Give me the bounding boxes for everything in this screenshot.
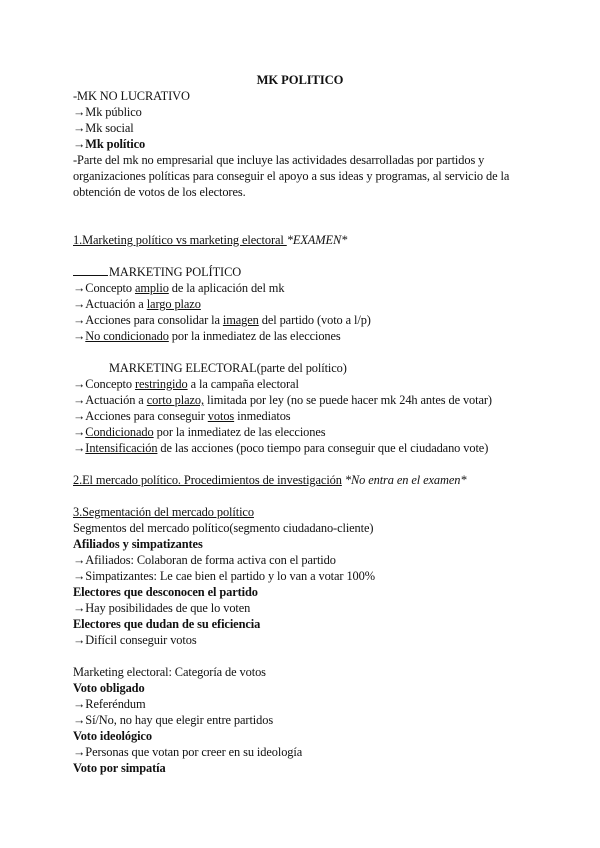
segment-heading: Electores que desconocen el partido xyxy=(73,585,258,599)
list-item: →Condicionado por la inmediatez de las elecciones xyxy=(73,425,326,439)
list-item: →Intensificación de las acciones (poco tiempo para conseguir que el ciudadano vote) xyxy=(73,441,489,455)
section1-heading xyxy=(73,232,347,248)
section1-title: 1.Marketing político vs marketing electoral xyxy=(73,233,287,247)
politico-label: MARKETING POLÍTICO xyxy=(109,265,242,279)
list-item: →Acciones para conseguir votos inmediatos xyxy=(73,409,291,423)
list-item: →Simpatizantes: Le cae bien el partido y lo van a votar 100% xyxy=(73,569,375,583)
intro-item: →Mk social xyxy=(73,121,134,135)
list-item: →Afiliados: Colaboran de forma activa con el partido xyxy=(73,553,336,567)
intro-item: →Mk público xyxy=(73,105,142,119)
segment-heading: Afiliados y simpatizantes xyxy=(73,537,203,551)
intro-definition: -Parte del mk no empresarial que incluye las actividades desarrolladas por partidos y organizaciones políticas para conseguir el apoyo a sus ideas y programas, al servicio de la obtención de votos de los electores. xyxy=(73,153,510,199)
electoral-label: MARKETING ELECTORAL(parte del político) xyxy=(109,361,347,375)
list-item: →No condicionado por la inmediatez de las elecciones xyxy=(73,329,341,343)
voto-heading: Voto ideológico xyxy=(73,729,152,743)
list-item: →Hay posibilidades de que lo voten xyxy=(73,601,251,615)
list-item: →Referéndum xyxy=(73,697,146,711)
section2-note: *No entra en el examen* xyxy=(341,473,467,487)
list-item: →Actuación a corto plazo, limitada por ley (no se puede hacer mk 24h antes de votar) xyxy=(73,393,492,407)
intro-item: →Mk político xyxy=(73,137,146,151)
politico-label-row xyxy=(73,264,241,280)
list-item: →Personas que votan por creer en su ideología xyxy=(73,745,303,759)
underline-blank xyxy=(73,264,108,276)
intro-heading: -MK NO LUCRATIVO xyxy=(73,89,190,103)
page-title: MK POLITICO xyxy=(256,73,344,87)
section3-sub: Segmentos del mercado político(segmento ciudadano-cliente) xyxy=(73,521,374,535)
section2-heading xyxy=(73,472,466,488)
list-item: →Concepto restringido a la campaña electoral xyxy=(73,377,299,391)
section2-title: 2.El mercado político. Procedimientos de investigación xyxy=(73,473,342,487)
list-item: →Acciones para consolidar la imagen del partido (voto a l/p) xyxy=(73,313,371,327)
list-item: →Sí/No, no hay que elegir entre partidos xyxy=(73,713,274,727)
section1-note: *EXAMEN* xyxy=(286,233,348,247)
list-item: →Actuación a largo plazo xyxy=(73,297,201,311)
list-item: →Difícil conseguir votos xyxy=(73,633,197,647)
votos-heading: Marketing electoral: Categoría de votos xyxy=(73,665,266,679)
voto-heading: Voto obligado xyxy=(73,681,145,695)
section3-heading: 3.Segmentación del mercado político xyxy=(73,505,254,519)
voto-heading: Voto por simpatía xyxy=(73,761,166,775)
segment-heading: Electores que dudan de su eficiencia xyxy=(73,617,261,631)
list-item: →Concepto amplio de la aplicación del mk xyxy=(73,281,285,295)
